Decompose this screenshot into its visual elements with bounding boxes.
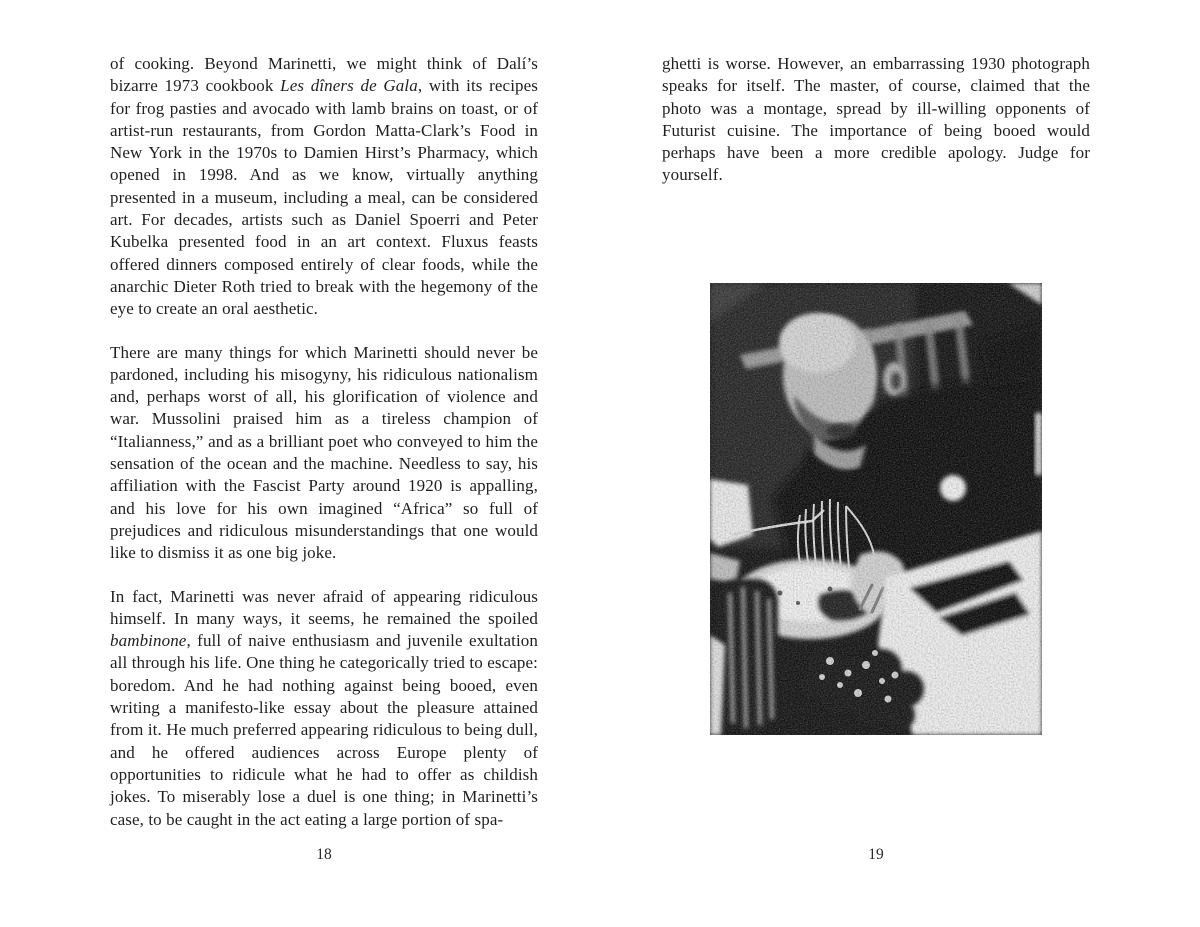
paragraph: of cooking. Beyond Marinetti, we might think of Dalí’s bizarre 1973 cookbook Les dîners de Gala, with its recipes for frog pasties and avocado with lamb brains on toast, or of artist-run restaurants, from Gordon Matta-Clark’s Food in New York in the 1970s to Damien Hirst’s Pharmacy, which opened in 1998. And as we know, virtually anything presented in a museum, including a meal, can be considered art. For decades, artists such as Daniel Spoerri and Peter Kubelka presented food in an art context. Fluxus feasts offered dinners composed entirely of clear foods, while the anarchic Dieter Roth tried to break with the hegemony of the eye to create an oral aesthetic. — [110, 54, 538, 319]
marinetti-photo — [710, 283, 1042, 735]
paragraph: In fact, Marinetti was never afraid of appearing ridiculous himself. In many ways, it seems, he remained the spoiled bambinone, full of naive enthusiasm and juvenile exultation all through his life. One thing he categorically tried to escape: boredom. And he had nothing against being booed, even writing a manifesto-like essay about the pleasure attained from it. He much preferred appearing ridiculous to being dull, and he offered audiences across Europe plenty of opportunities to ridicule what he had to offer as childish jokes. To miserably lose a duel is one thing; in Marinetti’s case, to be caught in the act eating a large portion of spa- — [110, 586, 538, 829]
page-number: 18 — [316, 846, 332, 863]
page-number: 19 — [868, 846, 884, 863]
paragraph: There are many things for which Marinetti should never be pardoned, including his misogyny, his ridiculous nationalism and, perhaps worst of all, his glorification of violence and war. Mussolini praised him as a tireless champion of “Italianness,” and as a brilliant poet who conveyed to him the sensation of the ocean and the machine. Needless to say, his affiliation with the Fascist Party around 1920 is appalling, and his love for his own imagined “Africa” so full of prejudices and ridiculous misunderstandings that one would like to dismiss it as one big joke. — [110, 342, 538, 563]
page-right — [662, 53, 1090, 208]
page-left — [110, 53, 538, 852]
paragraph: ghetti is worse. However, an embarrassing 1930 photograph speaks for itself. The master, of course, claimed that the photo was a montage, spread by ill-willing opponents of Futurist cuisine. The importance of being booed would perhaps have been a more credible apology. Judge for yourself. — [662, 54, 1090, 185]
marinetti-photo-graphic — [710, 283, 1042, 735]
